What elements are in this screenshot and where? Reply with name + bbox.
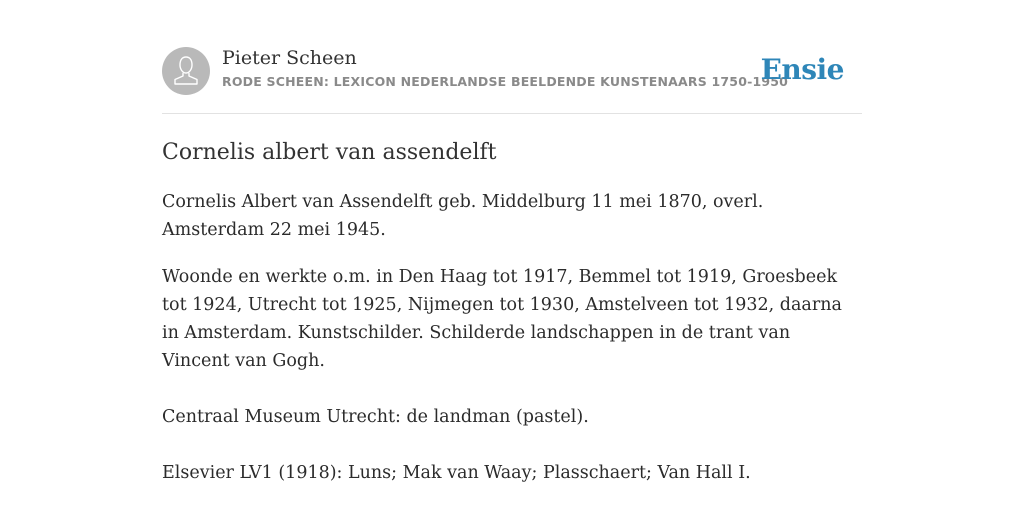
author-header xyxy=(162,46,862,96)
author-name-link[interactable]: Pieter Scheen xyxy=(222,47,357,69)
article-content xyxy=(162,138,862,506)
article-paragraph: Elsevier LV1 (1918): Luns; Mak van Waay; Plasschaert; Van Hall I. xyxy=(162,463,751,483)
article-paragraph: Woonde en werkte o.m. in Den Haag tot 1917, Bemmel tot 1919, Groesbeek tot 1924, Utrecht tot 1925, Nijmegen tot 1930, Amstelveen tot 1932, daarna in Amsterdam. Kunstschilder. Schilderde landschappen in de trant van Vincent van Gogh. xyxy=(162,267,842,371)
header-divider xyxy=(162,113,862,114)
article-paragraph: Cornelis Albert van Assendelft geb. Middelburg 11 mei 1870, overl. Amsterdam 22 mei 1945. xyxy=(162,192,764,240)
article-title: Cornelis albert van assendelft xyxy=(162,140,497,165)
article-paragraph: Centraal Museum Utrecht: de landman (pastel). xyxy=(162,407,589,427)
source-link[interactable]: RODE SCHEEN: LEXICON NEDERLANDSE BEELDENDE KUNSTENAARS 1750-1950 xyxy=(222,74,789,89)
user-avatar-icon[interactable] xyxy=(162,47,210,95)
ensie-logo[interactable]: Ensie xyxy=(760,53,844,86)
user-silhouette-icon xyxy=(162,47,210,95)
